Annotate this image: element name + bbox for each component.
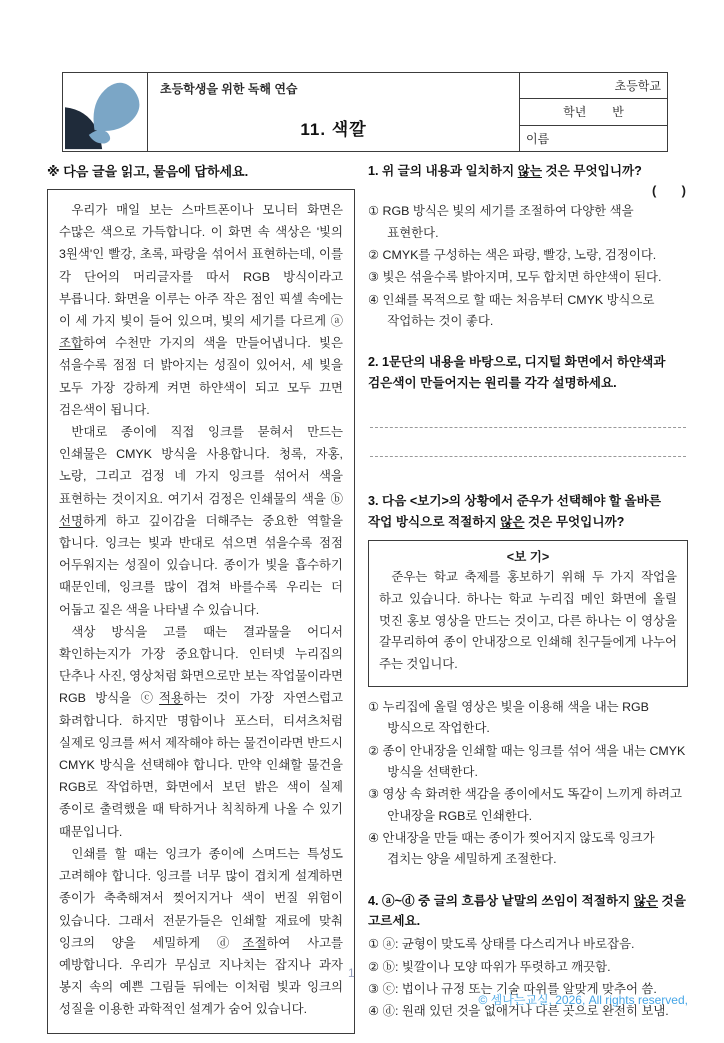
option: ① RGB 방식은 빛의 세기를 조절하여 다양한 색을 표현한다. — [368, 204, 634, 240]
question-3-heading: 3. 다음 <보기>의 상황에서 준우가 선택해야 할 올바른 작업 방식으로 적절하지 않은 것은 무엇입니까? — [368, 494, 662, 529]
question-1-options — [368, 201, 688, 332]
option: ① 누리집에 올릴 영상은 빛을 이용해 색을 내는 RGB 방식으로 작업한다. — [368, 700, 649, 736]
lesson-title: 11. 색깔 — [300, 120, 367, 139]
question-2 — [368, 352, 688, 471]
questions-column — [368, 161, 688, 1043]
page-number: 1 — [348, 966, 355, 980]
student-info-table — [519, 73, 667, 151]
name-row — [520, 126, 667, 151]
passage-paragraph-1: 우리가 매일 보는 스마트폰이나 모니터 화면은 수많은 색으로 가득합니다. 이 화면 속 색상은 '빛의 3원색'인 빨강, 초록, 파랑을 섞어서 표현하는데, 이를 각 단어의 머리글자를 따서 RGB 방식이라고 부릅니다. 화면을 이루는 아주 작은 점인 픽셀 속에는 이 세 가지 빛이 들어 있으며, 빛의 세기를 다르게 ⓐ조합하여 수천만 가지의 색을 만들어냅니다. 빛은 섞을수록 점점 더 밝아지는 성질이 있어서, 세 빛을 모두 가장 강하게 켜면 하얀색이 되고 모두 끄면 검은색이 됩니다. — [59, 203, 343, 417]
title-cell — [148, 73, 519, 151]
option: ④ 인쇄를 목적으로 할 때는 처음부터 CMYK 방식으로 작업하는 것이 좋다. — [368, 292, 655, 329]
header — [62, 72, 668, 152]
question-1-heading: 1. 위 글의 내용과 일치하지 않는 것은 무엇입니까? — [368, 164, 642, 178]
option: ③ ⓒ: 법이나 규정 또는 기술 따위를 알맞게 맞추어 씀. — [368, 982, 657, 997]
school-row — [520, 73, 667, 99]
grade-label: 학년 — [563, 105, 587, 120]
example-box-title: <보 기> — [506, 549, 550, 564]
question-1 — [368, 161, 688, 332]
class-label: 반 — [612, 105, 624, 120]
copyright-notice: © 셈나는교실, 2026, All rights reserved, — [478, 993, 688, 1007]
reading-instruction: ※ 다음 글을 읽고, 물음에 답하세요. — [47, 164, 249, 179]
passage-paragraph-3: 색상 방식을 고를 때는 결과물을 어디서 확인하는지가 가장 중요합니다. 인터넷 누리집의 단추나 사진, 영상처럼 화면으로만 보는 작업물이라면 RGB 방식을 ⓒ적용하는 것이 가장 자연스럽고 화려합니다. 하지만 명함이나 포스터, 티셔츠처럼 실제로 잉크를 써서 제작해야 하는 물건이라면 반드시 CMYK 방식을 선택해야 합니다. 만약 인쇄할 물건을 RGB로 작업하면, 화면에서 보던 밝은 색이 실제 종이로 출력했을 때 탁하거나 칙칙하게 나올 수 있기 때문입니다. — [59, 624, 343, 839]
logo-big-drop — [94, 83, 140, 131]
passage-column — [47, 161, 355, 1043]
content — [47, 161, 688, 1043]
passage-box — [47, 189, 355, 1034]
option: ① ⓐ: 균형이 맞도록 상태를 다스리거나 바로잡음. — [368, 937, 635, 952]
option: ② 종이 안내장을 인쇄할 때는 잉크를 섞어 색을 내는 CMYK 방식을 선택한다. — [368, 743, 686, 780]
passage-paragraph-4: 인쇄를 할 때는 잉크가 종이에 스며드는 특성도 고려해야 합니다. 잉크를 너무 많이 겹치게 설계하면 종이가 축축해져서 찢어지거나 색이 번질 위험이 있습니다. 그래서 전문가들은 인쇄할 재료에 맞춰 잉크의 양을 세밀하게 ⓓ조절하여 사고를 예방합니다. 우리가 무심코 지나치는 잡지나 과자 봉지 속의 예쁜 그림들 뒤에는 이처럼 빛과 잉크의 성질을 이용한 과학적인 설계가 숨어 있습니다. — [59, 846, 344, 1017]
option: ③ 영상 속 화려한 색감을 종이에서도 똑같이 느끼게 하려고 안내장을 RGB로 인쇄한다. — [368, 787, 682, 823]
question-4-options — [368, 934, 688, 1022]
question-1-answer-bracket: ( ) — [652, 183, 686, 199]
answer-line — [370, 427, 686, 428]
classroom-logo-icon — [65, 74, 145, 150]
option: ④ 안내장을 만들 때는 종이가 찢어지지 않도록 잉크가 겹치는 양을 세밀하게 조절한다. — [368, 831, 655, 867]
logo-cell — [63, 73, 148, 151]
option: ② CMYK를 구성하는 색은 파랑, 빨강, 노랑, 검정이다. — [368, 248, 657, 263]
grade-class-row — [520, 99, 667, 125]
option: ④ ⓓ: 원래 있던 것을 없애거나 다른 곳으로 완전히 보냄. — [368, 1004, 669, 1019]
school-label: 초등학교 — [614, 79, 661, 94]
option: ③ 빛은 섞을수록 밝아지며, 모두 합치면 하얀색이 된다. — [368, 270, 662, 285]
question-3-options — [368, 697, 688, 871]
series-title: 초등학생을 위한 독해 연습 — [160, 82, 298, 96]
passage-paragraph-2: 반대로 종이에 직접 잉크를 묻혀서 만드는 인쇄물은 CMYK 방식을 사용합니다. 청록, 자홍, 노랑, 그리고 검정 네 가지 잉크를 섞어서 색을 표현하는 것이지요. 여기서 검정은 인쇄물의 색을 ⓑ선명하게 하고 깊이감을 더해주는 중요한 역할을 합니다. 잉크는 빛과 반대로 섞으면 섞을수록 점점 어두워지는 성질이 있습니다. 종이가 빛을 흡수하기 때문인데, 잉크를 많이 겹쳐 바를수록 우리는 더 어둡고 짙은 색을 나타낼 수 있습니다. — [59, 425, 343, 617]
name-label: 이름 — [526, 131, 550, 146]
question-3 — [368, 491, 688, 871]
question-4-heading: 4. ⓐ~ⓓ 중 글의 흐름상 낱말의 쓰임이 적절하지 않은 것을 고르세요. — [368, 893, 686, 929]
option: ② ⓑ: 빛깔이나 모양 따위가 뚜렷하고 깨끗함. — [368, 959, 611, 974]
example-box-text: 준우는 학교 축제를 홍보하기 위해 두 가지 작업을 하고 있습니다. 하나는 학교 누리집 메인 화면에 올릴 멋진 홍보 영상을 만드는 것이고, 다른 하나는 이 영상을 갈무리하여 종이 안내장으로 인쇄해 친구들에게 나누어 주는 것입니다. — [379, 569, 677, 672]
question-2-heading: 2. 1문단의 내용을 바탕으로, 디지털 화면에서 하얀색과 검은색이 만들어지는 원리를 각각 설명하세요. — [368, 355, 666, 390]
example-box — [368, 540, 688, 687]
